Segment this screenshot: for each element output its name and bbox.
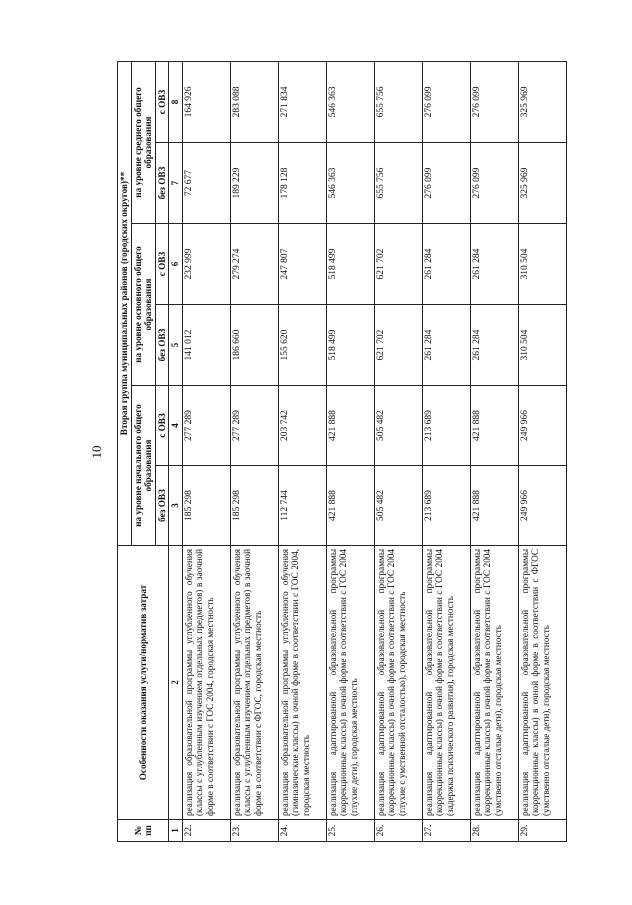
row-description: реализация адаптированной образовательной программы (коррекционные классы) в очной форме в соответствии с ГОС 2004 (глухие дети), городская местность [326,546,374,820]
header-sub: без ОВЗ [155,143,169,224]
row-value: 213 689 [422,386,470,466]
column-number: 2 [169,546,182,820]
row-value: 185 298 [230,466,278,546]
row-value: 249 966 [518,466,566,546]
row-value: 271 834 [278,61,326,142]
row-value: 655 756 [374,143,422,224]
column-number: 5 [169,305,182,386]
row-value: 277 289 [230,386,278,466]
row-value: 261 284 [422,224,470,305]
row-description: реализация адаптированной образовательной программы (коррекционные классы) в очной форме в соответствии с ГОС 2004 (задержка психического развития), городская местность [422,546,470,820]
row-value: 276 099 [470,143,518,224]
header-sub: с ОВЗ [155,61,169,142]
row-description: реализация адаптированной образовательной программы (коррекционные классы) в очной форме в соответствии с ГОС 2004 (глухие с умственной отсталостью), городская местность [374,546,422,820]
cost-norms-table [117,61,567,842]
row-value: 72 677 [182,143,230,224]
row-value: 546 363 [326,61,374,142]
row-value: 655 756 [374,61,422,142]
row-value: 112 744 [278,466,326,546]
row-value: 325 969 [518,143,566,224]
row-value: 189 229 [230,143,278,224]
row-value: 261 284 [422,305,470,386]
column-number: 8 [169,61,182,142]
row-value: 232 999 [182,224,230,305]
row-value: 277 289 [182,386,230,466]
header-level-secondary: на уровне среднего общего образования [131,61,155,223]
table-body [182,61,566,841]
row-value: 178 128 [278,143,326,224]
row-value: 279 274 [230,224,278,305]
row-description: реализация образовательной программы углубленного обучения (классы с углубленным изучением отдельных предметов) в заочной форме в соответствии с ФГОС, городская местность [230,546,278,820]
row-value: 186 660 [230,305,278,386]
column-number: 3 [169,466,182,546]
row-index: 25. [326,820,374,842]
row-description: реализация образовательной программы углубленного обучения (классы с углубленным изучением отдельных предметов) в заочной форме в соответствии с ГОС 2004, городская местность [182,546,230,820]
rotated-sheet [81,62,551,842]
row-value: 283 088 [230,61,278,142]
table-row [470,61,518,841]
table-row [518,61,566,841]
row-value: 247 807 [278,224,326,305]
row-index: 26. [374,820,422,842]
row-value: 276 099 [422,143,470,224]
row-value: 141 012 [182,305,230,386]
row-index: 28. [470,820,518,842]
row-value: 421 888 [470,386,518,466]
row-value: 203 742 [278,386,326,466]
row-value: 276 099 [470,61,518,142]
row-description: реализация адаптированной образовательной программы (коррекционные классы) в очной форме в соответствии с ФГОС (умственно отсталые дети), городская местность [518,546,566,820]
header-group: Вторая группа муниципальных районов (городских округов)** [118,61,132,545]
row-value: 261 284 [470,224,518,305]
row-value: 261 284 [470,305,518,386]
row-index: 23. [230,820,278,842]
row-value: 621 702 [374,224,422,305]
row-index: 27. [422,820,470,842]
row-value: 421 888 [470,466,518,546]
row-index: 22. [182,820,230,842]
row-value: 505 482 [374,386,422,466]
column-number: 4 [169,386,182,466]
table-row [374,61,422,841]
row-value: 421 888 [326,386,374,466]
table-row [230,61,278,841]
header-feature: Особенности оказания услуги/норматив затрат [118,546,169,820]
row-index: 24. [278,820,326,842]
column-number: 7 [169,143,182,224]
header-sub: с ОВЗ [155,224,169,305]
row-value: 325 969 [518,61,566,142]
header-level-primary: на уровне начального общего образования [131,386,155,546]
row-value: 310 504 [518,305,566,386]
row-value: 164 926 [182,61,230,142]
table-row [182,61,230,841]
row-value: 546 363 [326,143,374,224]
row-value: 505 482 [374,466,422,546]
row-description: реализация адаптированной образовательной программы (коррекционные классы) в очной форме в соответствии с ГОС 2004 (умственно отсталые дети), городская местность [470,546,518,820]
row-value: 213 689 [422,466,470,546]
row-index: 29. [518,820,566,842]
page-number: 10 [89,445,104,459]
column-number: 6 [169,224,182,305]
column-number: 1 [169,820,182,842]
table-row [278,61,326,841]
row-value: 185 298 [182,466,230,546]
header-level-basic: на уровне основного общего образования [131,224,155,386]
row-value: 421 888 [326,466,374,546]
row-value: 249 966 [518,386,566,466]
row-value: 276 099 [422,61,470,142]
row-description: реализация образовательной программы углубленного обучения (гимназические классы) в очной форме в соответствии с ГОС 2004, городская местность [278,546,326,820]
table-row [422,61,470,841]
row-value: 518 499 [326,305,374,386]
table-row [326,61,374,841]
row-value: 621 702 [374,305,422,386]
row-value: 518 499 [326,224,374,305]
header-sub: с ОВЗ [155,386,169,466]
row-value: 155 620 [278,305,326,386]
header-num: № пп [118,820,169,842]
header-sub: без ОВЗ [155,466,169,546]
row-value: 310 504 [518,224,566,305]
header-sub: без ОВЗ [155,305,169,386]
